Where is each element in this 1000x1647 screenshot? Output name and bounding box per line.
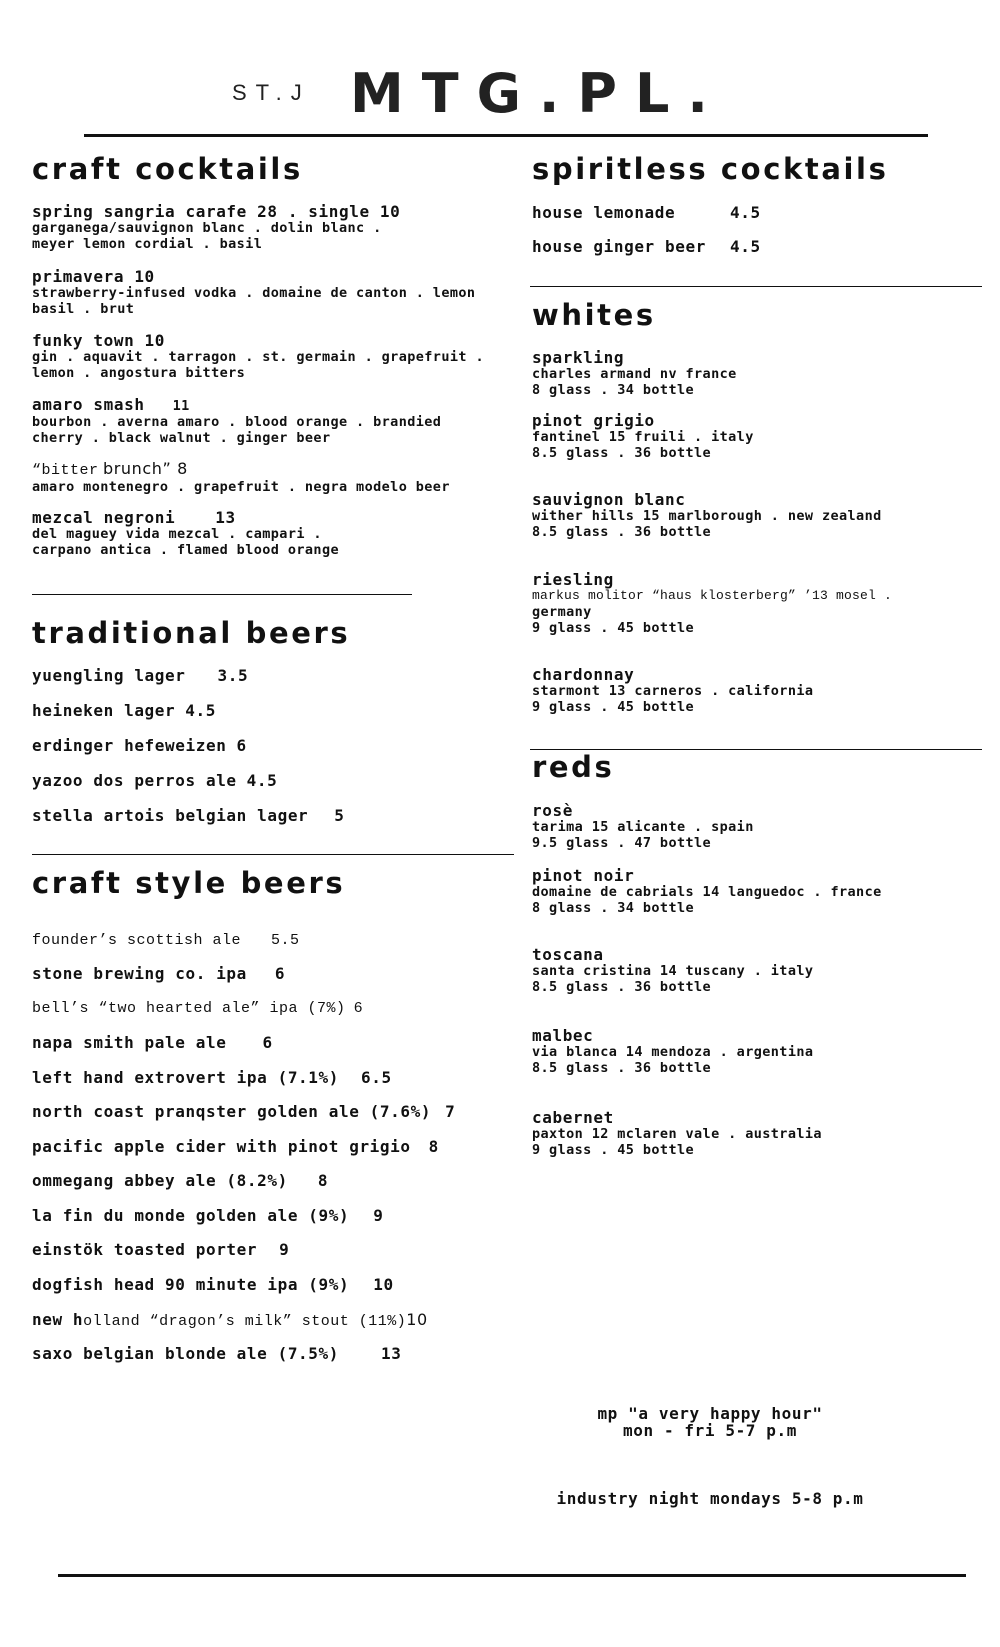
- wine-detail: markus molitor “haus klosterberg” ’13 mosel .: [532, 588, 893, 603]
- happy-hour-times: mon - fri 5-7 p.m: [623, 1421, 797, 1440]
- cocktail-name: funky town 10: [32, 331, 166, 350]
- cocktail-desc: carpano antica . flamed blood orange: [32, 542, 339, 558]
- spiritless-name: house lemonade: [532, 203, 676, 222]
- beer-price: 8: [428, 1137, 439, 1156]
- beer-price: 6: [353, 1000, 364, 1017]
- beer-name: north coast pranqster golden ale (7.6%): [32, 1102, 432, 1121]
- beer-item: [32, 1345, 401, 1362]
- reds-heading: reds: [532, 750, 615, 784]
- beer-name: napa smith pale ale: [32, 1033, 227, 1052]
- wine-item: [532, 1027, 813, 1076]
- beer-item: [32, 1276, 394, 1293]
- wine-name: cabernet: [532, 1108, 614, 1127]
- beer-price: 5.5: [271, 932, 300, 949]
- wine-item: [532, 867, 882, 916]
- beer-name-prefix: new h: [32, 1310, 84, 1329]
- beer-item: [32, 807, 345, 824]
- cocktail-desc: basil . brut: [32, 301, 135, 317]
- wine-item: [532, 349, 737, 398]
- wine-item: [532, 571, 892, 636]
- beer-price: 8: [317, 1171, 329, 1190]
- beer-price: 4.5: [246, 771, 278, 790]
- beer-price: 10: [373, 1275, 394, 1294]
- beer-price: 7: [445, 1102, 456, 1121]
- wine-detail: wither hills 15 marlborough . new zealand: [532, 508, 882, 524]
- wine-detail: tarima 15 alicante . spain: [532, 819, 754, 835]
- beer-item: [32, 1000, 363, 1017]
- cocktail-desc: bourbon . averna amaro . blood orange . brandied: [32, 414, 442, 430]
- cocktail-item: [32, 268, 475, 317]
- cocktail-item: [32, 396, 441, 446]
- wine-detail: santa cristina 14 tuscany . italy: [532, 963, 814, 979]
- beer-name: erdinger hefeweizen: [32, 736, 227, 755]
- beer-name: founder’s scottish ale: [32, 932, 242, 949]
- wine-price: 9.5 glass . 47 bottle: [532, 835, 712, 851]
- wine-price: 8.5 glass . 36 bottle: [532, 979, 712, 995]
- whites-heading: whites: [532, 298, 656, 332]
- beer-item: [32, 737, 247, 754]
- beer-price: 3.5: [217, 666, 249, 685]
- cocktail-desc: amaro montenegro . grapefruit . negra modelo beer: [32, 479, 450, 495]
- cocktail-name: spring sangria carafe 28 . single 10: [32, 202, 401, 221]
- cocktail-desc: strawberry-infused vodka . domaine de canton . lemon: [32, 285, 476, 301]
- industry-night: industry night mondays 5-8 p.m: [556, 1489, 864, 1508]
- wine-item: [532, 666, 813, 715]
- beer-item: [32, 772, 277, 789]
- footer-divider: [58, 1574, 966, 1577]
- beer-item: [32, 1034, 273, 1051]
- beer-name: stone brewing co. ipa: [32, 964, 247, 983]
- beer-item: [32, 1172, 328, 1189]
- wine-detail: via blanca 14 mendoza . argentina: [532, 1044, 814, 1060]
- wine-detail: domaine de cabrials 14 languedoc . france: [532, 884, 882, 900]
- beer-item: [32, 1103, 455, 1120]
- beer-name: la fin du monde golden ale (9%): [32, 1206, 350, 1225]
- wine-name: toscana: [532, 945, 604, 964]
- beer-price: 13: [380, 1344, 402, 1363]
- spiritless-price: 4.5: [730, 237, 761, 256]
- cocktail-price: 13: [215, 508, 236, 527]
- cocktail-desc: cherry . black walnut . ginger beer: [32, 430, 331, 446]
- beer-price: 5: [334, 806, 345, 825]
- beer-price: 6: [274, 964, 286, 983]
- beer-item: [32, 932, 300, 949]
- beer-name: pacific apple cider with pinot grigio: [32, 1137, 411, 1156]
- wine-price: 9 glass . 45 bottle: [532, 1142, 695, 1158]
- beer-item: [32, 1311, 428, 1330]
- beer-name: heineken lager: [32, 701, 176, 720]
- wine-detail: starmont 13 carneros . california: [532, 683, 814, 699]
- beer-name: left hand extrovert ipa (7.1%): [32, 1068, 339, 1087]
- wine-price: 8.5 glass . 36 bottle: [532, 1060, 712, 1076]
- header-divider: [84, 134, 928, 137]
- cocktail-desc: del maguey vida mezcal . campari .: [32, 526, 322, 542]
- cocktail-price: 11: [172, 398, 190, 414]
- beer-name: yazoo dos perros ale: [32, 771, 237, 790]
- beer-item: [32, 667, 248, 684]
- wine-item: [532, 946, 813, 995]
- beer-name: einstök toasted porter: [32, 1240, 258, 1259]
- wine-price: 8 glass . 34 bottle: [532, 382, 695, 398]
- wine-name: riesling: [532, 570, 614, 589]
- cocktail-name: primavera 10: [32, 267, 155, 286]
- spiritless-item: [532, 204, 761, 221]
- wine-name: pinot grigio: [532, 411, 655, 430]
- cocktail-name: mezcal negroni: [32, 508, 176, 527]
- wine-detail: paxton 12 mclaren vale . australia: [532, 1126, 822, 1142]
- beer-price: 6: [262, 1033, 273, 1052]
- spiritless-name: house ginger beer: [532, 237, 706, 256]
- wine-price: 8.5 glass . 36 bottle: [532, 445, 712, 461]
- wine-item: [532, 802, 754, 851]
- cocktail-desc: meyer lemon cordial . basil: [32, 236, 263, 252]
- wine-item: [532, 491, 882, 540]
- happy-hour-title: mp "a very happy hour": [597, 1404, 823, 1423]
- wine-name: sparkling: [532, 348, 625, 367]
- cocktail-desc: lemon . angostura bitters: [32, 365, 246, 381]
- craft-style-beers-heading: craft style beers: [32, 866, 346, 900]
- beer-price: 6: [236, 736, 247, 755]
- traditional-beers-heading: traditional beers: [32, 616, 351, 650]
- wine-item: [532, 412, 754, 461]
- wine-price: 9 glass . 45 bottle: [532, 699, 695, 715]
- section-divider: [32, 594, 412, 595]
- wine-detail: germany: [532, 604, 592, 620]
- wine-name: malbec: [532, 1026, 594, 1045]
- cocktail-name-prefix: “bitter: [32, 462, 99, 479]
- spiritless-item: [532, 238, 761, 255]
- wine-name: pinot noir: [532, 866, 635, 885]
- wine-price: 8.5 glass . 36 bottle: [532, 524, 712, 540]
- beer-name: yuengling lager: [32, 666, 186, 685]
- cocktail-desc: garganega/sauvignon blanc . dolin blanc .: [32, 220, 382, 236]
- logo-small: ST.J: [232, 80, 311, 105]
- beer-name: olland “dragon’s milk” stout (11%): [83, 1313, 407, 1330]
- spiritless-cocktails-heading: spiritless cocktails: [532, 152, 889, 186]
- spiritless-price: 4.5: [730, 203, 761, 222]
- craft-cocktails-heading: craft cocktails: [32, 152, 303, 186]
- beer-name: dogfish head 90 minute ipa (9%): [32, 1275, 350, 1294]
- wine-detail: charles armand nv france: [532, 366, 737, 382]
- beer-price: 6.5: [360, 1068, 392, 1087]
- beer-price: 9: [373, 1206, 384, 1225]
- wine-price: 9 glass . 45 bottle: [532, 620, 695, 636]
- cocktail-item: [32, 460, 450, 495]
- logo-wordmark: MTG.PL.: [350, 62, 726, 125]
- beer-name: stella artois belgian lager: [32, 806, 309, 825]
- section-divider: [530, 286, 982, 287]
- beer-name: ommegang abbey ale (8.2%): [32, 1171, 288, 1190]
- cocktail-item: [32, 509, 339, 558]
- beer-item: [32, 1207, 383, 1224]
- cocktail-name: amaro smash: [32, 395, 145, 414]
- wine-item: [532, 1109, 822, 1158]
- wine-name: sauvignon blanc: [532, 490, 686, 509]
- beer-item: [32, 1069, 392, 1086]
- beer-price: 4.5: [185, 701, 216, 720]
- beer-name: saxo belgian blonde ale (7.5%): [32, 1344, 339, 1363]
- cocktail-item: [32, 203, 400, 252]
- section-divider: [32, 854, 514, 855]
- beer-price: 9: [279, 1240, 290, 1259]
- wine-detail: fantinel 15 fruili . italy: [532, 429, 754, 445]
- beer-item: [32, 1138, 439, 1155]
- beer-name: bell’s “two hearted ale” ipa (7%): [32, 1000, 346, 1017]
- wine-name: rosè: [532, 801, 573, 820]
- cocktail-item: [32, 332, 484, 381]
- wine-price: 8 glass . 34 bottle: [532, 900, 695, 916]
- beer-item: [32, 1241, 289, 1258]
- beer-item: [32, 702, 216, 719]
- cocktail-name: brunch” 8: [102, 459, 188, 478]
- cocktail-desc: gin . aquavit . tarragon . st. germain . grapefruit .: [32, 349, 484, 365]
- beer-item: [32, 965, 285, 982]
- beer-price: 10: [406, 1310, 428, 1329]
- wine-name: chardonnay: [532, 665, 635, 684]
